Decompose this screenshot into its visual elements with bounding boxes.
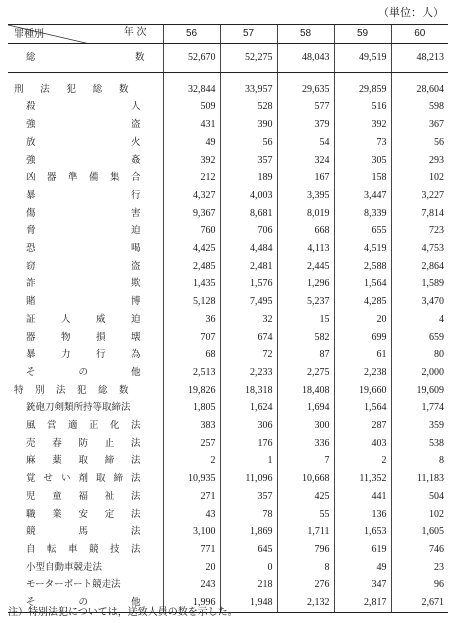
cell-value: 29,859	[334, 81, 391, 99]
table-row	[8, 470, 448, 488]
cell-value: 538	[391, 435, 448, 453]
cell-value: 1,948	[220, 594, 277, 612]
cell-value: 102	[391, 169, 448, 187]
cell-value: 300	[277, 417, 334, 435]
row-label: 自転車競技法	[26, 543, 141, 555]
cell-value: 668	[277, 222, 334, 240]
cell-value: 7,495	[220, 293, 277, 311]
cell-value: 577	[277, 98, 334, 116]
cell-value: 1,564	[334, 275, 391, 293]
cell-value: 359	[391, 417, 448, 435]
cell-value: 136	[334, 506, 391, 524]
row-label: 麻薬取締法	[26, 455, 141, 467]
cell-value: 5,128	[163, 293, 220, 311]
table-row	[8, 417, 448, 435]
cell-value: 271	[163, 488, 220, 506]
row-label: 売春防止法	[26, 437, 141, 449]
table-row	[8, 134, 448, 152]
table-row	[8, 275, 448, 293]
cell-value: 516	[334, 98, 391, 116]
cell-value: 189	[220, 169, 277, 187]
cell-value: 7,814	[391, 205, 448, 223]
cell-value: 390	[220, 116, 277, 134]
cell-value: 11,352	[334, 470, 391, 488]
cell-value: 293	[391, 152, 448, 170]
cell-value: 5,237	[277, 293, 334, 311]
cell-value: 158	[334, 169, 391, 187]
cell-value: 276	[277, 576, 334, 594]
row-label: 殺人	[26, 101, 141, 113]
cell-value: 392	[163, 152, 220, 170]
cell-value: 8,339	[334, 205, 391, 223]
cell-value: 528	[220, 98, 277, 116]
cell-value: 102	[391, 506, 448, 524]
table-row	[8, 576, 448, 594]
row-label: 小型自動車競走法	[26, 561, 103, 573]
row-label: 刑法犯総数	[14, 83, 129, 95]
cell-value: 1,694	[277, 399, 334, 417]
cell-value: 72	[220, 346, 277, 364]
cell-value: 1	[220, 452, 277, 470]
cell-value: 15	[277, 311, 334, 329]
cell-value: 1,869	[220, 523, 277, 541]
cell-value: 347	[334, 576, 391, 594]
cell-value: 1,774	[391, 399, 448, 417]
cell-value: 28,604	[391, 81, 448, 99]
cell-value: 2,445	[277, 258, 334, 276]
cell-value: 4,327	[163, 187, 220, 205]
cell-value: 2,132	[277, 594, 334, 612]
cell-value: 20	[163, 559, 220, 577]
cell-value: 9,367	[163, 205, 220, 223]
table-row	[8, 559, 448, 577]
cell-value: 4,113	[277, 240, 334, 258]
cell-value: 760	[163, 222, 220, 240]
table-row	[8, 452, 448, 470]
cell-value: 4,285	[334, 293, 391, 311]
row-label: 暴力行為	[26, 349, 141, 361]
table-row	[8, 293, 448, 311]
cell-value: 598	[391, 98, 448, 116]
cell-value: 431	[163, 116, 220, 134]
cell-value: 176	[220, 435, 277, 453]
cell-value: 3,100	[163, 523, 220, 541]
cell-value: 4,519	[334, 240, 391, 258]
cell-value: 2	[163, 452, 220, 470]
row-label: 脅迫	[26, 225, 141, 237]
table-row	[8, 364, 448, 382]
table-row	[8, 435, 448, 453]
cell-value: 324	[277, 152, 334, 170]
cell-value: 746	[391, 541, 448, 559]
cell-value: 2,513	[163, 364, 220, 382]
year-header: 57	[220, 25, 277, 44]
cell-value: 2,275	[277, 364, 334, 382]
cell-value: 645	[220, 541, 277, 559]
cell-value: 10,935	[163, 470, 220, 488]
cell-value: 48,213	[391, 43, 448, 72]
cell-value: 425	[277, 488, 334, 506]
spacer-row	[8, 72, 448, 81]
row-label: 強姦	[26, 154, 141, 166]
cell-value: 1,653	[334, 523, 391, 541]
corner-category-label: 罪種別	[14, 28, 44, 40]
row-label: 児童福祉法	[26, 490, 141, 502]
cell-value: 796	[277, 541, 334, 559]
cell-value: 2,233	[220, 364, 277, 382]
cell-value: 504	[391, 488, 448, 506]
cell-value: 29,635	[277, 81, 334, 99]
cell-value: 771	[163, 541, 220, 559]
row-label: 風営適正化法	[26, 420, 141, 432]
cell-value: 4	[391, 311, 448, 329]
cell-value: 305	[334, 152, 391, 170]
row-label: 恐喝	[26, 243, 141, 255]
cell-value: 582	[277, 329, 334, 347]
row-label: 窃盗	[26, 260, 141, 272]
cell-value: 3,395	[277, 187, 334, 205]
cell-value: 1,296	[277, 275, 334, 293]
cell-value: 32,844	[163, 81, 220, 99]
cell-value: 68	[163, 346, 220, 364]
cell-value: 23	[391, 559, 448, 577]
unit-label: （単位：人）	[378, 6, 444, 19]
cell-value: 18,318	[220, 382, 277, 400]
table-row	[8, 240, 448, 258]
cell-value: 3,470	[391, 293, 448, 311]
row-label: 職業安定法	[26, 508, 141, 520]
cell-value: 11,183	[391, 470, 448, 488]
table-row	[8, 98, 448, 116]
cell-value: 243	[163, 576, 220, 594]
cell-value: 8,019	[277, 205, 334, 223]
row-label: 競馬法	[26, 526, 141, 538]
row-label: 強盗	[26, 119, 141, 131]
cell-value: 1,711	[277, 523, 334, 541]
crime-statistics-table	[8, 24, 448, 613]
cell-value: 2,588	[334, 258, 391, 276]
row-label: 覚せい剤取締法	[26, 473, 141, 485]
cell-value: 52,275	[220, 43, 277, 72]
header-row	[8, 25, 448, 44]
cell-value: 1,576	[220, 275, 277, 293]
table-row	[8, 399, 448, 417]
cell-value: 48,043	[277, 43, 334, 72]
corner-year-label: 年 次	[123, 27, 147, 38]
cell-value: 19,826	[163, 382, 220, 400]
cell-value: 674	[220, 329, 277, 347]
table-row	[8, 506, 448, 524]
cell-value: 2,000	[391, 364, 448, 382]
cell-value: 43	[163, 506, 220, 524]
cell-value: 2,481	[220, 258, 277, 276]
cell-value: 619	[334, 541, 391, 559]
row-label: 暴行	[26, 189, 141, 201]
cell-value: 4,753	[391, 240, 448, 258]
row-label: その他	[26, 366, 141, 378]
table-row	[8, 258, 448, 276]
cell-value: 2,238	[334, 364, 391, 382]
cell-value: 706	[220, 222, 277, 240]
cell-value: 1,805	[163, 399, 220, 417]
cell-value: 392	[334, 116, 391, 134]
cell-value: 707	[163, 329, 220, 347]
cell-value: 54	[277, 134, 334, 152]
year-header: 59	[334, 25, 391, 44]
cell-value: 367	[391, 116, 448, 134]
cell-value: 403	[334, 435, 391, 453]
cell-value: 4,425	[163, 240, 220, 258]
row-label: 賭博	[26, 296, 141, 308]
year-header: 60	[391, 25, 448, 44]
cell-value: 1,564	[334, 399, 391, 417]
grand-total-row	[8, 43, 448, 72]
cell-value: 1,589	[391, 275, 448, 293]
cell-value: 2,485	[163, 258, 220, 276]
footnote: 注）特別法犯については，送致人員の数を示した。	[8, 607, 238, 618]
cell-value: 18,408	[277, 382, 334, 400]
cell-value: 3,447	[334, 187, 391, 205]
subtotal-row	[8, 382, 448, 400]
cell-value: 212	[163, 169, 220, 187]
cell-value: 287	[334, 417, 391, 435]
table-row	[8, 152, 448, 170]
cell-value: 3,227	[391, 187, 448, 205]
cell-value: 73	[334, 134, 391, 152]
cell-value: 8	[391, 452, 448, 470]
row-label: 特別法犯総数	[14, 384, 129, 396]
cell-value: 49,519	[334, 43, 391, 72]
cell-value: 441	[334, 488, 391, 506]
cell-value: 96	[391, 576, 448, 594]
table-row	[8, 205, 448, 223]
row-label: 詐欺	[26, 278, 141, 290]
cell-value: 699	[334, 329, 391, 347]
cell-value: 7	[277, 452, 334, 470]
cell-value: 0	[220, 559, 277, 577]
cell-value: 655	[334, 222, 391, 240]
year-header: 58	[277, 25, 334, 44]
row-label: その他	[8, 594, 163, 612]
cell-value: 1,435	[163, 275, 220, 293]
cell-value: 1,624	[220, 399, 277, 417]
cell-value: 56	[220, 134, 277, 152]
table-row	[8, 488, 448, 506]
cell-value: 78	[220, 506, 277, 524]
cell-value: 257	[163, 435, 220, 453]
table-row	[8, 311, 448, 329]
row-label: 凶器準備集合	[26, 172, 141, 184]
corner-header-cell	[8, 25, 163, 44]
cell-value: 167	[277, 169, 334, 187]
cell-value: 379	[277, 116, 334, 134]
cell-value: 8	[277, 559, 334, 577]
table-row	[8, 187, 448, 205]
row-label: 放火	[26, 136, 141, 148]
table-row	[8, 116, 448, 134]
row-label: 証人威迫	[26, 313, 141, 325]
cell-value: 509	[163, 98, 220, 116]
cell-value: 2,671	[391, 594, 448, 612]
table-row	[8, 346, 448, 364]
cell-value: 52,670	[163, 43, 220, 72]
cell-value: 10,668	[277, 470, 334, 488]
table-row	[8, 523, 448, 541]
cell-value: 19,609	[391, 382, 448, 400]
cell-value: 357	[220, 152, 277, 170]
row-label: モーターボート競走法	[26, 579, 121, 591]
row-label: 傷害	[26, 207, 141, 219]
table-row	[8, 169, 448, 187]
cell-value: 19,660	[334, 382, 391, 400]
cell-value: 218	[220, 576, 277, 594]
cell-value: 4,484	[220, 240, 277, 258]
cell-value: 61	[334, 346, 391, 364]
cell-value: 80	[391, 346, 448, 364]
cell-value: 87	[277, 346, 334, 364]
cell-value: 336	[277, 435, 334, 453]
cell-value: 8,681	[220, 205, 277, 223]
year-header: 56	[163, 25, 220, 44]
cell-value: 11,096	[220, 470, 277, 488]
cell-value: 49	[163, 134, 220, 152]
subtotal-row	[8, 81, 448, 99]
row-label: 銃砲刀剣類所持等取締法	[26, 402, 131, 414]
cell-value: 2,864	[391, 258, 448, 276]
cell-value: 33,957	[220, 81, 277, 99]
cell-value: 49	[334, 559, 391, 577]
cell-value: 306	[220, 417, 277, 435]
table-row	[8, 541, 448, 559]
row-label: 器物損壊	[26, 331, 141, 343]
cell-value: 723	[391, 222, 448, 240]
cell-value: 2	[334, 452, 391, 470]
cell-value: 36	[163, 311, 220, 329]
cell-value: 1,605	[391, 523, 448, 541]
table-row	[8, 329, 448, 347]
cell-value: 32	[220, 311, 277, 329]
table-row	[8, 222, 448, 240]
cell-value: 2,817	[334, 594, 391, 612]
cell-value: 383	[163, 417, 220, 435]
cell-value: 20	[334, 311, 391, 329]
cell-value: 357	[220, 488, 277, 506]
cell-value: 659	[391, 329, 448, 347]
cell-value: 55	[277, 506, 334, 524]
cell-value: 4,003	[220, 187, 277, 205]
row-label: 総 数	[8, 43, 163, 72]
cell-value: 56	[391, 134, 448, 152]
cell-value: 1,996	[163, 594, 220, 612]
